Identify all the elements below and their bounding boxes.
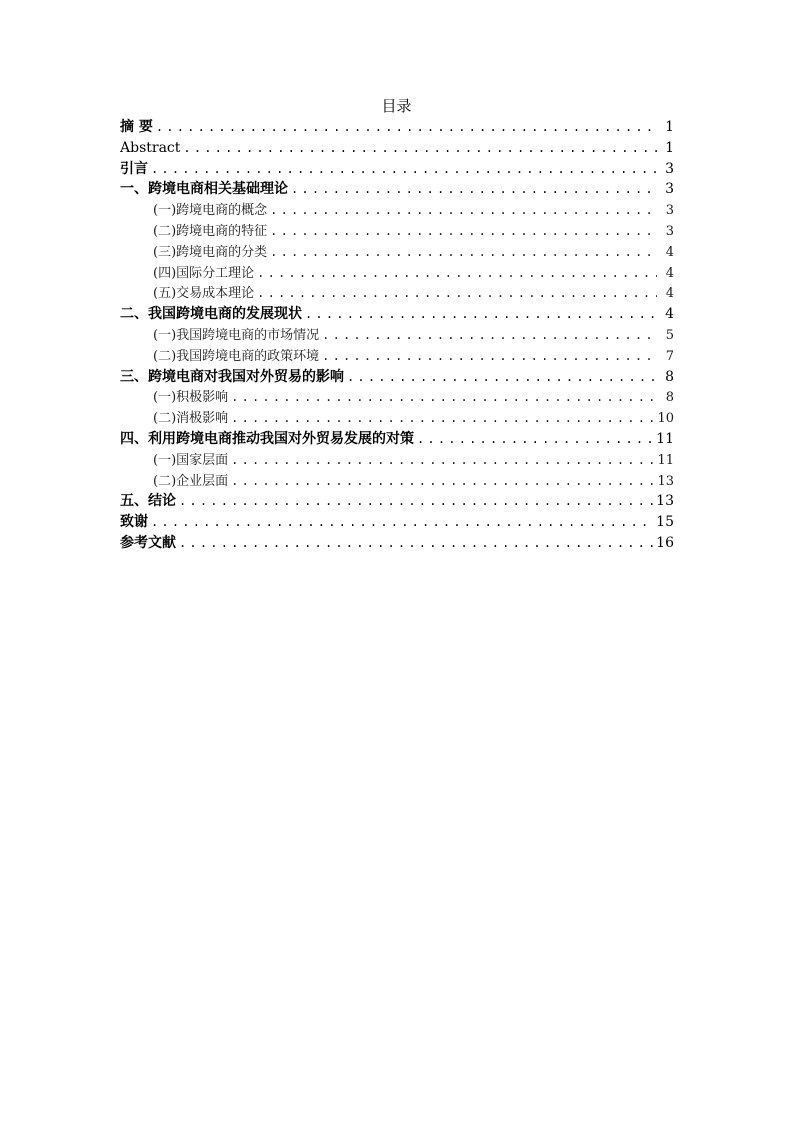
toc-dot-leader [231,471,654,492]
toc-entry-page-number: 3 [665,223,674,239]
toc-entry-chapter[interactable] [120,117,674,138]
toc-entry-chapter[interactable] [120,491,674,512]
toc-entry-section[interactable] [120,387,674,408]
toc-dot-leader [151,512,653,533]
toc-entry-title: (四)国际分工理论 [153,265,255,281]
toc-dot-leader [322,346,657,367]
toc-entry-chapter[interactable] [120,179,674,200]
toc-entry-page-number: 13 [657,473,674,489]
toc-dot-leader [179,533,653,554]
toc-entry-title: (二)跨境电商的特征 [153,223,268,239]
toc-entry-title: 摘 要 [120,119,153,135]
toc-entry-title: (一)我国跨境电商的市场情况 [153,327,320,343]
toc-entry-title: (二)我国跨境电商的政策环境 [153,348,320,364]
toc-entry-page-number: 3 [665,181,674,198]
toc-entry-title: (一)积极影响 [153,390,229,406]
toc-entry-page-number: 8 [665,390,674,406]
toc-entry-page-number: 13 [656,493,674,510]
toc-dot-leader [231,450,654,471]
toc-entry-section[interactable] [120,283,674,304]
toc-entry-page-number: 3 [665,203,674,219]
toc-entry-section[interactable] [120,325,674,346]
toc-entry-title: 三、跨境电商对我国对外贸易的影响 [120,368,344,385]
toc-dot-leader [183,138,657,159]
toc-entry-section[interactable] [120,263,674,284]
toc-entry-section[interactable] [120,221,674,242]
toc-entry-chapter[interactable] [120,533,674,554]
toc-entry-page-number: 4 [665,265,674,281]
toc-entry-title: (一)国家层面 [153,452,229,468]
toc-entry-title: 二、我国跨境电商的发展现状 [120,306,302,323]
toc-entry-chapter[interactable] [120,304,674,325]
toc-entry-page-number: 4 [665,244,674,260]
toc-entry-page-number: 16 [656,534,674,551]
toc-dot-leader [231,387,657,408]
toc-entry-title: 四、利用跨境电商推动我国对外贸易发展的对策 [120,430,414,447]
toc-dot-leader [305,304,657,325]
toc-entry-chapter[interactable] [120,159,674,180]
toc-entry-page-number: 7 [665,348,674,364]
toc-dot-leader [417,429,653,450]
toc-dot-leader [156,117,657,138]
toc-entry-chapter[interactable] [120,367,674,388]
toc-entry-page-number: 11 [656,430,674,447]
toc-entry-page-number: 15 [656,514,674,531]
toc-entry-title: 引言 [120,160,148,177]
toc-entry-title: 致谢 [120,514,148,531]
table-of-contents [120,117,674,554]
toc-entry-page-number: 4 [665,286,674,302]
toc-entry-page-number: 1 [665,119,674,135]
toc-dot-leader [257,263,657,284]
toc-entry-chapter[interactable] [120,429,674,450]
toc-dot-leader [257,283,657,304]
toc-entry-page-number: 1 [665,139,674,156]
toc-entry-title: 五、结论 [120,493,176,510]
toc-title: 目录 [381,97,412,115]
toc-entry-section[interactable] [120,471,674,492]
toc-dot-leader [270,242,657,263]
toc-entry-section[interactable] [120,200,674,221]
toc-entry-title: (五)交易成本理论 [153,286,255,302]
toc-dot-leader [270,200,657,221]
toc-entry-title: 一、跨境电商相关基础理论 [120,181,288,198]
toc-entry-page-number: 4 [665,306,674,323]
toc-entry-title: (二)企业层面 [153,473,229,489]
toc-entry-chapter[interactable] [120,138,674,159]
toc-dot-leader [291,179,657,200]
toc-dot-leader [322,325,657,346]
toc-entry-section[interactable] [120,242,674,263]
toc-entry-page-number: 11 [657,452,674,468]
toc-entry-title: 参考文献 [120,534,176,551]
toc-entry-title: (三)跨境电商的分类 [153,244,268,260]
toc-entry-page-number: 10 [657,411,674,427]
toc-entry-chapter[interactable] [120,512,674,533]
toc-entry-title: (一)跨境电商的概念 [153,203,268,219]
toc-entry-section[interactable] [120,346,674,367]
toc-entry-section[interactable] [120,450,674,471]
toc-entry-title: (二)消极影响 [153,411,229,427]
toc-dot-leader [231,408,654,429]
toc-entry-page-number: 3 [665,160,674,177]
toc-entry-title: Abstract [120,139,181,156]
toc-entry-page-number: 8 [665,368,674,385]
toc-dot-leader [270,221,657,242]
toc-entry-page-number: 5 [665,327,674,343]
toc-entry-section[interactable] [120,408,674,429]
toc-dot-leader [151,159,657,180]
toc-dot-leader [347,367,657,388]
toc-dot-leader [179,491,653,512]
